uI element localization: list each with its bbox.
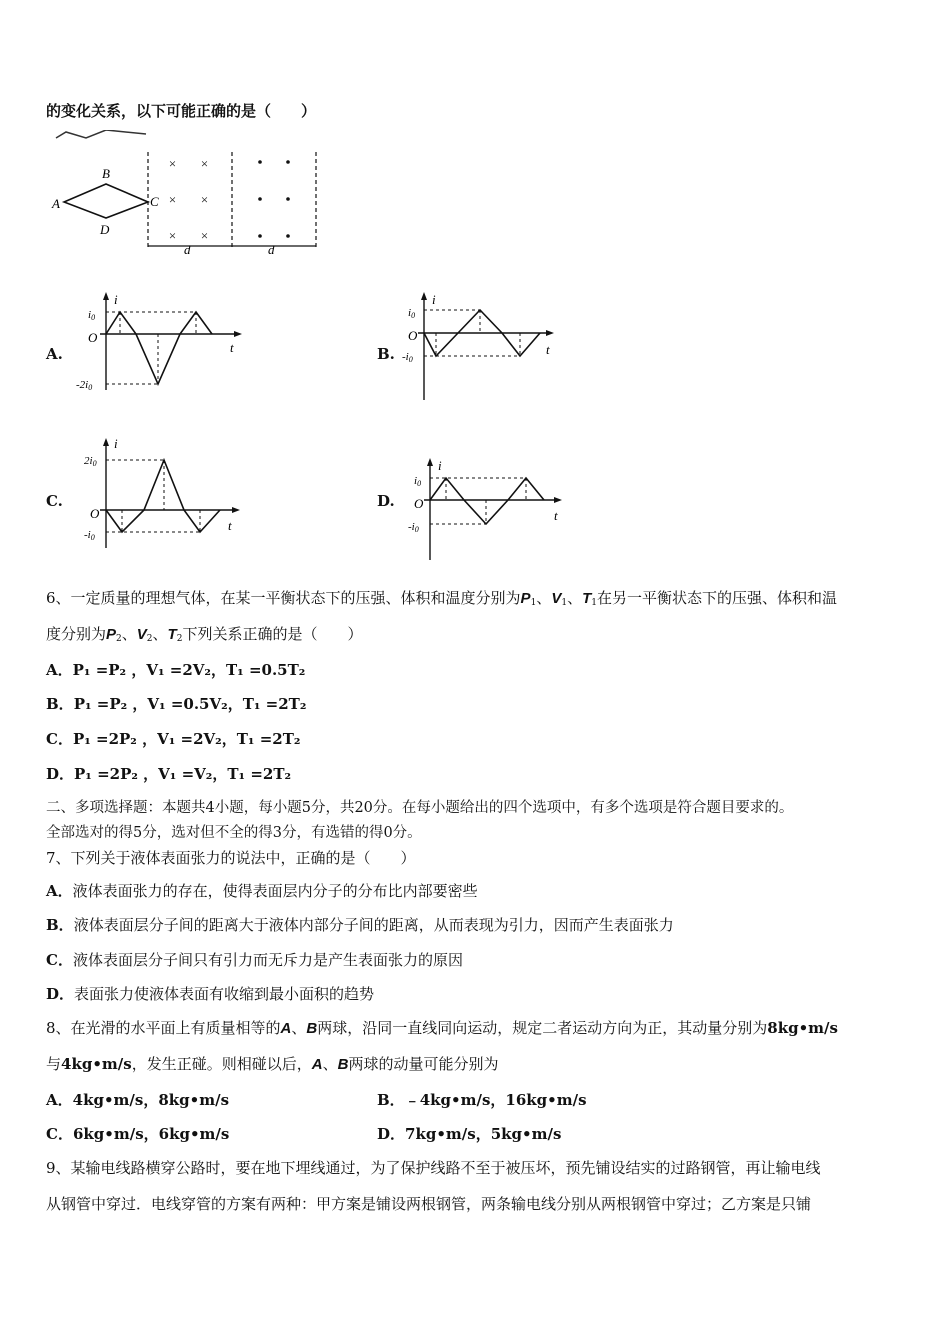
point-c-label: C: [150, 194, 159, 209]
q5-graph-b: [400, 288, 570, 404]
svg-text:O: O: [414, 496, 424, 511]
section2-scoring: 全部选对的得5分，选对但不全的得3分，有选错的得0分。: [46, 825, 422, 841]
q5-graph-d: [404, 454, 574, 564]
svg-text:×: ×: [168, 156, 177, 171]
q6-option-b: B．P₁ =P₂ ，V₁ =0.5V₂，T₁ =2T₂: [46, 695, 307, 713]
q6-option-c: C．P₁ =2P₂ ，V₁ =2V₂，T₁ =2T₂: [46, 730, 301, 748]
svg-text:t: t: [230, 340, 234, 355]
q8-option-b: B．﹣4kg•m/s，16kg•m/s: [377, 1091, 587, 1109]
q6-option-a: A．P₁ =P₂ ，V₁ =2V₂，T₁ =0.5T₂: [46, 661, 306, 679]
svg-text:×: ×: [200, 156, 209, 171]
svg-text:-2i0: -2i0: [76, 379, 93, 392]
point-a-label: A: [52, 196, 60, 211]
q6-stem-line1: 6、一定质量的理想气体，在某一平衡状态下的压强、体积和温度分别为$P_1$、$V_1$、$T_1$在另一平衡状态下的压强、体积和温: [46, 589, 837, 608]
svg-text:×: ×: [200, 228, 209, 243]
svg-text:t: t: [228, 518, 232, 533]
q7-option-c: C．液体表面层分子间只有引力而无斥力是产生表面张力的原因: [46, 951, 463, 969]
svg-text:2i0: 2i0: [84, 455, 97, 468]
q5-option-d-label: D.: [377, 492, 395, 510]
q7-option-d: D．表面张力使液体表面有收缩到最小面积的趋势: [46, 985, 375, 1003]
svg-text:i: i: [432, 292, 436, 307]
field-into-page: [168, 156, 209, 243]
svg-text:×: ×: [168, 192, 177, 207]
svg-text:-i0: -i0: [408, 521, 419, 534]
svg-text:i0: i0: [408, 307, 416, 320]
q5-option-c-label: C.: [46, 492, 63, 510]
svg-text:i: i: [114, 292, 118, 307]
q8-option-a: A．4kg•m/s，8kg•m/s: [46, 1091, 230, 1109]
svg-text:O: O: [88, 330, 98, 345]
figure-scribble: [56, 130, 146, 138]
q5-graph-c: [76, 436, 256, 554]
svg-text:-i0: -i0: [84, 529, 95, 542]
svg-text:i0: i0: [88, 309, 96, 322]
svg-text:t: t: [546, 342, 550, 357]
svg-text:×: ×: [200, 192, 209, 207]
dim-d-left: d: [184, 242, 191, 257]
q8-stem-line1: 8、在光滑的水平面上有质量相等的A、B两球，沿同一直线同向运动，规定二者运动方向为正，其动量分别为8kg•m/s: [46, 1019, 838, 1037]
q7-option-a: A．液体表面张力的存在，使得表面层内分子的分布比内部要密些: [46, 882, 478, 900]
q5-field-figure: [46, 130, 336, 260]
q5-option-b-label: B.: [377, 345, 395, 363]
svg-text:i: i: [438, 458, 442, 473]
q6-option-d: D．P₁ =2P₂ ，V₁ =V₂，T₁ =2T₂: [46, 765, 292, 783]
q8-stem-line2: 与4kg•m/s，发生正碰。则相碰以后，A、B两球的动量可能分别为: [46, 1055, 499, 1073]
field-out-of-page: [258, 160, 290, 238]
q8-option-c: C．6kg•m/s，6kg•m/s: [46, 1125, 230, 1143]
svg-text:-i0: -i0: [402, 351, 413, 364]
q7-stem: 7、下列关于液体表面张力的说法中，正确的是（ ）: [46, 849, 416, 867]
dim-d-right: d: [268, 242, 275, 257]
q5-option-a-label: A.: [46, 345, 63, 363]
q5-stem-tail: 的变化关系，以下可能正确的是（ ）: [46, 102, 317, 120]
point-d-label: D: [100, 222, 110, 237]
point-b-label: B: [102, 166, 110, 181]
svg-text:i: i: [114, 436, 118, 451]
q6-stem-line2: 度分别为$P_2$、$V_2$、$T_2$下列关系正确的是（ ）: [46, 625, 363, 644]
q5-graph-a: [70, 290, 250, 400]
svg-text:t: t: [554, 508, 558, 523]
section2-heading: 二、多项选择题：本题共4小题，每小题5分，共20分。在每小题给出的四个选项中，有多个选项是符合题目要求的。: [46, 800, 794, 816]
rhombus-loop: [64, 184, 148, 218]
q7-option-b: B．液体表面层分子间的距离大于液体内部分子间的距离，从而表现为引力，因而产生表面张力: [46, 916, 674, 934]
svg-text:i0: i0: [414, 475, 422, 488]
svg-text:O: O: [90, 506, 100, 521]
q9-stem-line1: 9、某输电线路横穿公路时，要在地下埋线通过，为了保护线路不至于被压坏，预先铺设结实的过路钢管，再让输电线: [46, 1159, 821, 1177]
svg-text:O: O: [408, 328, 418, 343]
q9-stem-line2: 从钢管中穿过．电线穿管的方案有两种：甲方案是铺设两根钢管，两条输电线分别从两根钢管中穿过；乙方案是只铺: [46, 1195, 812, 1213]
q8-option-d: D．7kg•m/s，5kg•m/s: [377, 1125, 562, 1143]
svg-text:×: ×: [168, 228, 177, 243]
